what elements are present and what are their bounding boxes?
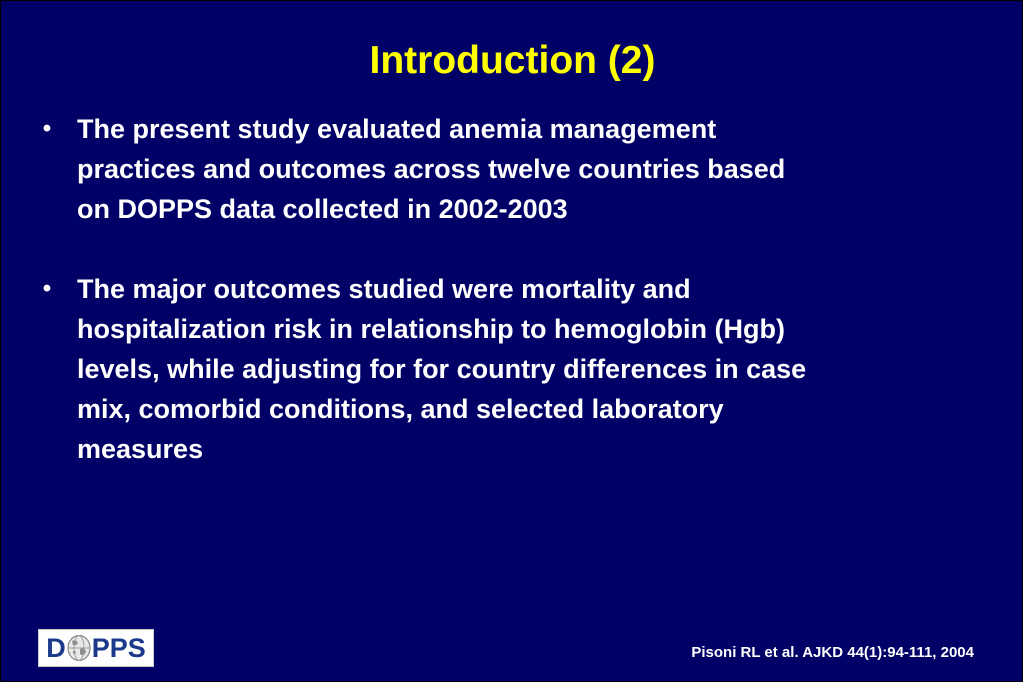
bullet-marker: • xyxy=(42,275,52,302)
bullet-text xyxy=(77,109,981,229)
citation: Pisoni RL et al. AJKD 44(1):94-111, 2004 xyxy=(691,644,974,661)
logo-letters-pps: PPS xyxy=(91,633,146,663)
bullet-line: levels, while adjusting for for country differences in case xyxy=(77,354,807,384)
bullet-list xyxy=(31,109,981,509)
logo-letter-d: D xyxy=(46,633,66,663)
bullet-line: practices and outcomes across twelve countries based xyxy=(77,154,786,184)
bullet-line: measures xyxy=(77,434,204,464)
bullet-line: The major outcomes studied were mortality and xyxy=(77,274,691,304)
bullet-marker: • xyxy=(42,115,52,142)
bullet-item xyxy=(31,109,981,229)
dopps-logo xyxy=(38,629,154,667)
globe-icon xyxy=(67,634,91,662)
slide-title: Introduction (2) xyxy=(369,39,656,82)
bullet-line: The present study evaluated anemia management xyxy=(77,114,717,144)
bullet-item xyxy=(31,269,981,469)
bullet-line: mix, comorbid conditions, and selected laboratory xyxy=(77,394,724,424)
bullet-line: on DOPPS data collected in 2002-2003 xyxy=(77,194,568,224)
bullet-text xyxy=(77,269,981,469)
bullet-line: hospitalization risk in relationship to hemoglobin (Hgb) xyxy=(77,314,785,344)
